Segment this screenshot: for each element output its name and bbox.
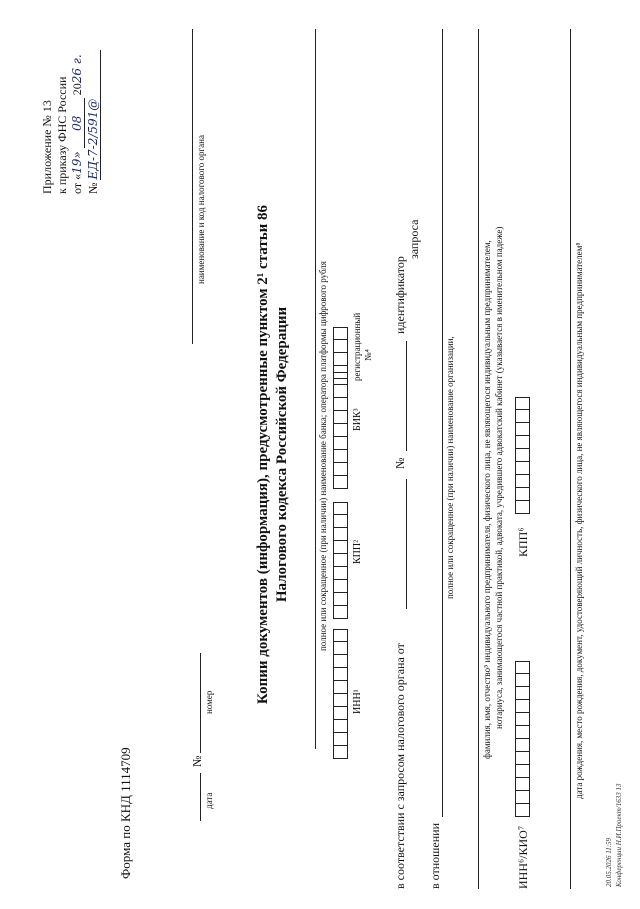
authority-line [192, 29, 193, 344]
request-text: в соответствии с запросом налогового органа от [393, 643, 407, 889]
request-date-line [406, 479, 407, 609]
inn-label: ИНН¹ [352, 689, 363, 714]
bank-name-line [315, 29, 316, 749]
reg-label-2: №⁴ [363, 349, 373, 361]
bik-label: БИК³ [352, 408, 363, 431]
date-caption: дата [204, 792, 214, 809]
regarding-line [442, 29, 443, 817]
kpp-cells [333, 502, 348, 619]
number-line [200, 653, 201, 753]
appendix-line1: Приложение № 13 [40, 100, 54, 194]
date-line [200, 773, 201, 821]
fio-caption-1: фамилия, имя, отчество⁵ индивидуального предпринимателя, физического лица, не являющегося индивидуальным предпринимателем, [482, 240, 492, 759]
bik-cells [333, 372, 348, 489]
inn-kio-cells [515, 661, 530, 817]
appendix-line2: к приказу ФНС России [55, 76, 69, 194]
reg-cells [333, 327, 348, 379]
regarding-text: в отношении [428, 822, 442, 889]
inn-cells [333, 629, 348, 759]
form-code: Форма по КНД 1114709 [118, 747, 133, 879]
stamp-line2: Конференции Н.И.Проект/1633 13 [615, 783, 623, 887]
birth-caption: дата рождения, место рождения, документ, удостоверяющий личность, физического лица, не являющегося индивидуальным предпринимателем⁸ [574, 242, 584, 799]
number-caption: номер [204, 690, 214, 714]
request-number-sign: № [393, 457, 407, 469]
authority-caption: наименование и код налогового органа [196, 135, 206, 284]
request-identifier: идентификатор [393, 256, 407, 334]
request-number-line [406, 341, 407, 451]
appendix-date: от «19» 08 2026 г. [70, 54, 84, 194]
number-sign: № [190, 755, 204, 767]
bank-caption: полное или сокращенное (при наличии) наименование банка; оператора платформы цифрового рубля [318, 261, 328, 651]
fio-caption-2: нотариуса, занимающегося частной практикой, адвоката, учредившего адвокатский кабинет (указывается в именительном падеже) [494, 226, 504, 729]
stamp-line1: 20.05.2026 11:59 [605, 837, 613, 887]
kpp-kio-cells [515, 397, 530, 514]
kpp-label: КПП² [352, 539, 363, 564]
fio-line [478, 29, 479, 889]
inn-kio-label: ИНН⁶/КИО⁷ [516, 825, 530, 889]
request-identifier-2: запроса [407, 219, 421, 259]
kpp-kio-label: КПП⁶ [516, 527, 530, 557]
title-line2: Налогового кодекса Российской Федерации [274, 306, 290, 603]
reg-label: регистрационный [352, 312, 362, 381]
regarding-caption: полное или сокращенное (при наличии) наименование организации, [445, 336, 455, 599]
appendix-number: № ЕД-7-2/591@ [86, 50, 101, 194]
title-line1: Копии документов (информация), предусмотренные пунктом 2¹ статьи 86 [255, 204, 271, 705]
birth-line [570, 29, 571, 889]
